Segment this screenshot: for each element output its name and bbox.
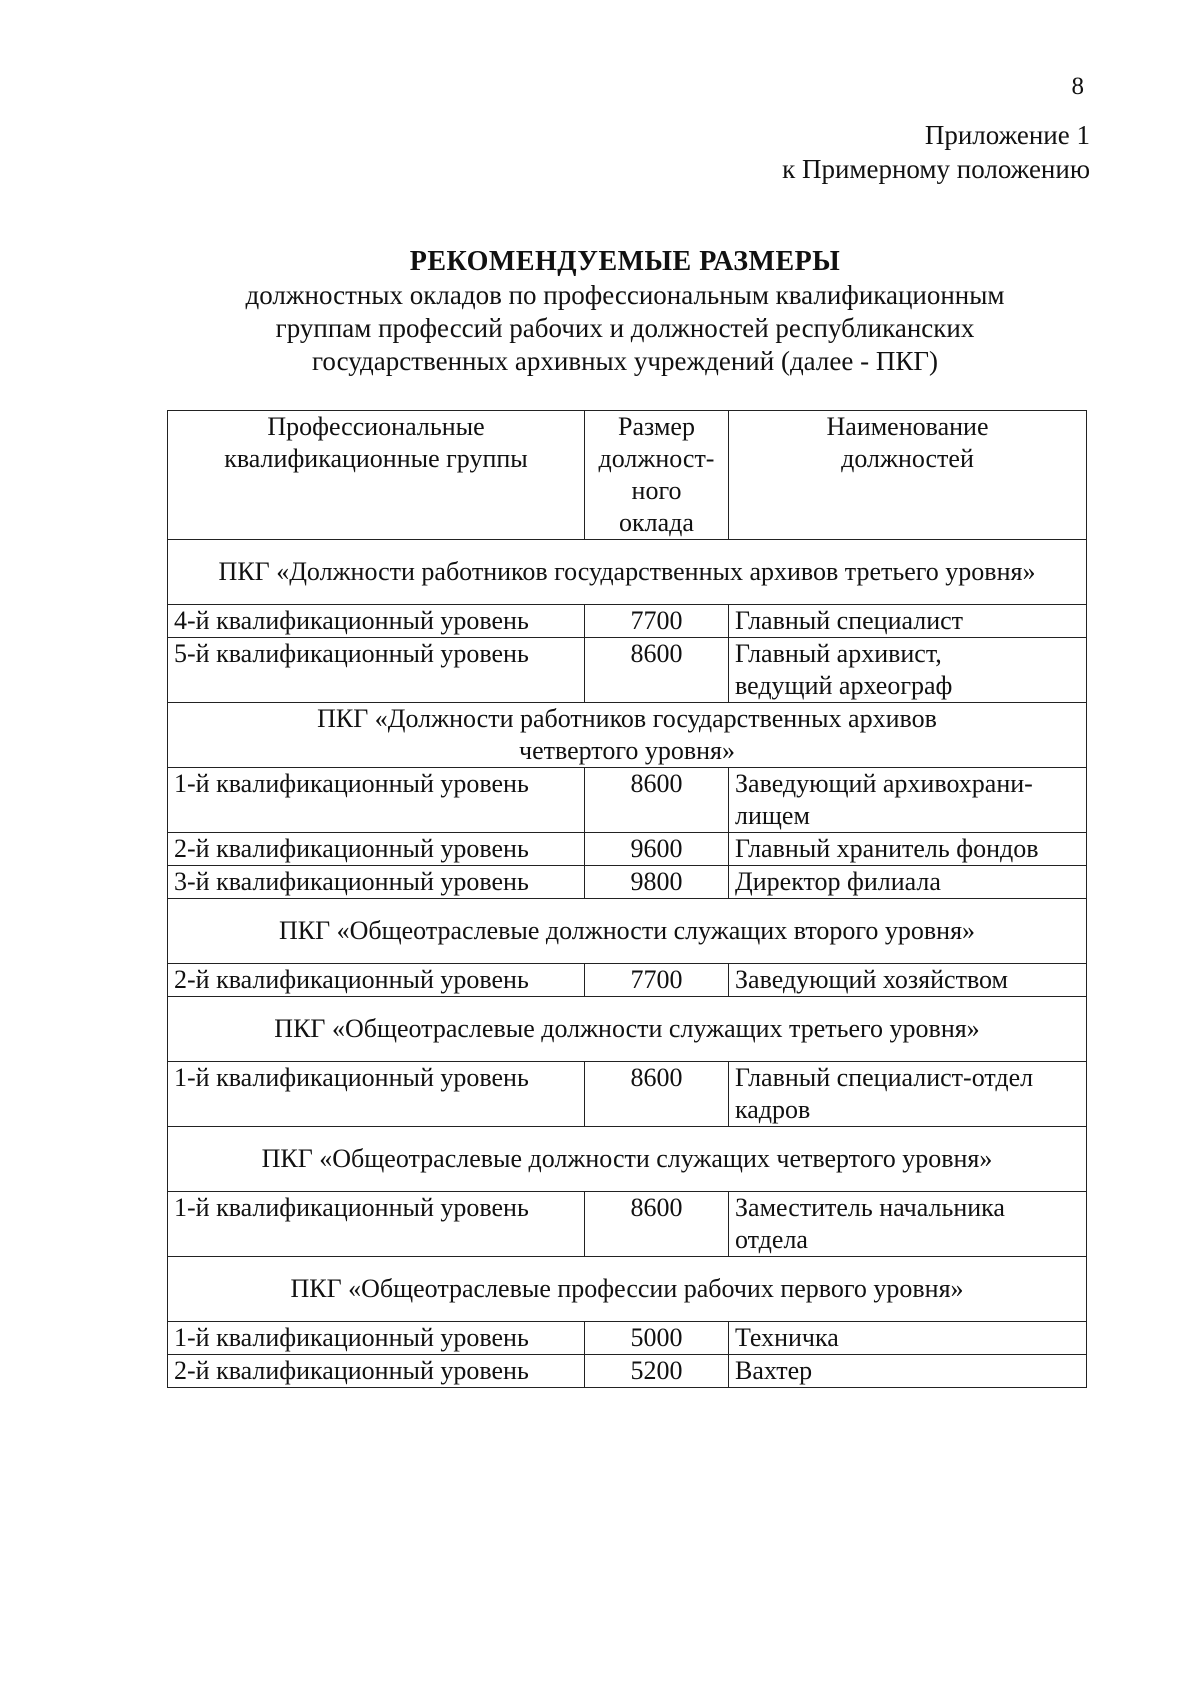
level-cell: 5-й квалификационный уровень bbox=[168, 638, 585, 703]
position-line-2: отдела bbox=[735, 1225, 808, 1254]
header-groups-line-1: Профессиональные bbox=[267, 412, 485, 441]
level-cell: 1-й квалификационный уровень bbox=[168, 1192, 585, 1257]
position-cell bbox=[729, 638, 1087, 703]
subtitle-line-1: должностных окладов по профессиональным квалификационным bbox=[245, 280, 1005, 310]
position-cell bbox=[729, 866, 1087, 899]
salary-cell: 8600 bbox=[585, 1062, 729, 1127]
group-title bbox=[168, 703, 1087, 768]
group-title: ПКГ «Общеотраслевые должности служащих третьего уровня» bbox=[168, 997, 1087, 1062]
table-row bbox=[168, 1322, 1087, 1355]
group-row bbox=[168, 899, 1087, 964]
table-row bbox=[168, 768, 1087, 833]
position-cell bbox=[729, 768, 1087, 833]
table-row bbox=[168, 866, 1087, 899]
salary-cell: 8600 bbox=[585, 1192, 729, 1257]
salary-cell: 5200 bbox=[585, 1355, 729, 1388]
table-row bbox=[168, 1062, 1087, 1127]
header-positions-line-2: должностей bbox=[841, 444, 974, 473]
group-title: ПКГ «Должности работников государственных архивов третьего уровня» bbox=[168, 540, 1087, 605]
position-line-2: ведущий археограф bbox=[735, 671, 953, 700]
salary-cell: 8600 bbox=[585, 768, 729, 833]
table-row bbox=[168, 638, 1087, 703]
group-title-line-1: ПКГ «Должности работников государственных архивов bbox=[317, 704, 937, 733]
position-line-2: кадров bbox=[735, 1095, 811, 1124]
position-cell bbox=[729, 1062, 1087, 1127]
level-cell: 2-й квалификационный уровень bbox=[168, 1355, 585, 1388]
group-title-line-2: четвертого уровня» bbox=[519, 736, 735, 765]
group-title: ПКГ «Общеотраслевые должности служащих второго уровня» bbox=[168, 899, 1087, 964]
position-line-1: Заместитель начальника bbox=[735, 1193, 1005, 1222]
appendix-reference bbox=[782, 118, 1090, 186]
position-cell bbox=[729, 833, 1087, 866]
document-subtitle bbox=[160, 279, 1090, 378]
group-title: ПКГ «Общеотраслевые должности служащих четвертого уровня» bbox=[168, 1127, 1087, 1192]
salary-cell: 8600 bbox=[585, 638, 729, 703]
position-line-2: лищем bbox=[735, 801, 810, 830]
page-number: 8 bbox=[1071, 73, 1084, 100]
level-cell: 1-й квалификационный уровень bbox=[168, 1322, 585, 1355]
salary-cell: 9600 bbox=[585, 833, 729, 866]
group-row bbox=[168, 540, 1087, 605]
header-salary bbox=[585, 411, 729, 540]
table-row bbox=[168, 833, 1087, 866]
group-row bbox=[168, 703, 1087, 768]
header-salary-line-3: ного bbox=[631, 476, 682, 505]
group-row bbox=[168, 1257, 1087, 1322]
header-positions bbox=[729, 411, 1087, 540]
position-line-1: Вахтер bbox=[735, 1356, 813, 1385]
position-line-1: Директор филиала bbox=[735, 867, 941, 896]
header-groups bbox=[168, 411, 585, 540]
header-salary-line-1: Размер bbox=[618, 412, 695, 441]
group-row bbox=[168, 997, 1087, 1062]
level-cell: 2-й квалификационный уровень bbox=[168, 964, 585, 997]
level-cell: 2-й квалификационный уровень bbox=[168, 833, 585, 866]
table-header-row bbox=[168, 411, 1087, 540]
position-line-1: Главный специалист bbox=[735, 606, 964, 635]
position-line-1: Заведующий архивохрани- bbox=[735, 769, 1033, 798]
salary-cell: 7700 bbox=[585, 964, 729, 997]
table-row bbox=[168, 1192, 1087, 1257]
document-title: РЕКОМЕНДУЕМЫЕ РАЗМЕРЫ bbox=[409, 246, 841, 277]
salary-cell: 5000 bbox=[585, 1322, 729, 1355]
appendix-line-2: к Примерному положению bbox=[782, 154, 1090, 184]
appendix-line-1: Приложение 1 bbox=[924, 120, 1090, 150]
table-row bbox=[168, 1355, 1087, 1388]
header-salary-line-4: оклада bbox=[619, 508, 694, 537]
level-cell: 1-й квалификационный уровень bbox=[168, 1062, 585, 1127]
salary-cell: 9800 bbox=[585, 866, 729, 899]
salary-table bbox=[167, 410, 1087, 1388]
header-positions-line-1: Наименование bbox=[826, 412, 989, 441]
position-cell bbox=[729, 1192, 1087, 1257]
position-cell bbox=[729, 605, 1087, 638]
position-cell bbox=[729, 1322, 1087, 1355]
subtitle-line-2: группам профессий рабочих и должностей республиканских bbox=[275, 313, 975, 343]
position-cell bbox=[729, 1355, 1087, 1388]
table-row bbox=[168, 605, 1087, 638]
position-cell bbox=[729, 964, 1087, 997]
position-line-1: Заведующий хозяйством bbox=[735, 965, 1008, 994]
subtitle-line-3: государственных архивных учреждений (далее - ПКГ) bbox=[312, 346, 938, 376]
salary-cell: 7700 bbox=[585, 605, 729, 638]
level-cell: 4-й квалификационный уровень bbox=[168, 605, 585, 638]
position-line-1: Главный хранитель фондов bbox=[735, 834, 1039, 863]
level-cell: 3-й квалификационный уровень bbox=[168, 866, 585, 899]
position-line-1: Главный специалист-отдел bbox=[735, 1063, 1034, 1092]
group-title: ПКГ «Общеотраслевые профессии рабочих первого уровня» bbox=[168, 1257, 1087, 1322]
position-line-1: Техничка bbox=[735, 1323, 839, 1352]
header-groups-line-2: квалификационные группы bbox=[224, 444, 528, 473]
table-row bbox=[168, 964, 1087, 997]
document-heading bbox=[160, 245, 1090, 378]
header-salary-line-2: должност- bbox=[598, 444, 715, 473]
level-cell: 1-й квалификационный уровень bbox=[168, 768, 585, 833]
position-line-1: Главный архивист, bbox=[735, 639, 942, 668]
group-row bbox=[168, 1127, 1087, 1192]
